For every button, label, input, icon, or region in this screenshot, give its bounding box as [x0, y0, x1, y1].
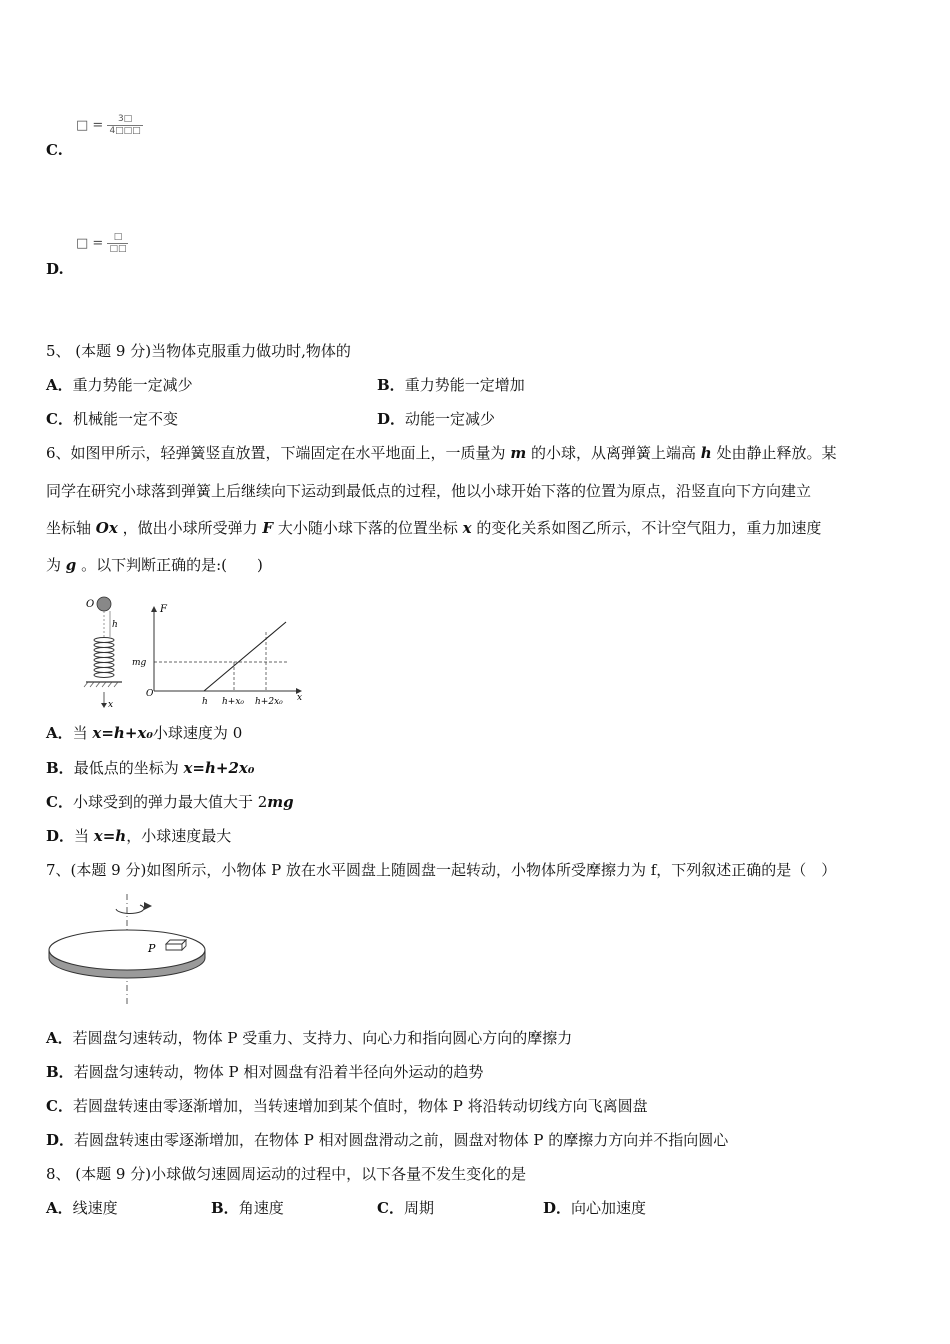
q6-fig-label-x-spring: x — [108, 700, 114, 710]
q6-var-x: x — [462, 519, 472, 537]
q6-option-a-math: x=h+x₀ — [92, 724, 153, 742]
q6-graph-label-f: F — [160, 604, 167, 615]
q6-option-c-label: C． — [46, 793, 73, 811]
q5-option-b-text: 重力势能一定增加 — [404, 376, 525, 394]
q8-option-a-text: 线速度 — [72, 1199, 118, 1217]
q6-stem-line-1 — [46, 443, 836, 463]
q4-option-d-formula — [76, 232, 128, 255]
q8-option-d-text: 向心加速度 — [571, 1199, 647, 1217]
q7-option-d-text: 若圆盘转速由零逐渐增加，在物体 P 相对圆盘滑动之前，圆盘对物体 P 的摩擦力方向并不指向圆心 — [74, 1131, 729, 1149]
q4-c-denominator: 4□□□ — [109, 126, 141, 136]
q7-option-c — [46, 1096, 648, 1116]
q8-option-a-label: A． — [46, 1199, 73, 1217]
q4-option-c-label: C. — [46, 141, 63, 159]
block-icon — [166, 940, 186, 950]
q6-option-d-label: D． — [46, 827, 75, 845]
q8-option-c — [377, 1198, 434, 1218]
q6-graph-label-mg: mg — [132, 658, 147, 668]
q6-stem-line-2: 同学在研究小球落到弹簧上后继续向下运动到最低点的过程，他以小球开始下落的位置为原点，沿竖直向下方向建立 — [46, 482, 812, 500]
q8-option-b — [211, 1198, 284, 1218]
q5-option-c-label: C． — [46, 410, 73, 428]
q6-line3-c: 大小随小球下落的位置坐标 — [277, 519, 458, 537]
q5-option-d-label: D． — [377, 410, 406, 428]
q7-option-c-label: C． — [46, 1097, 73, 1115]
q6-option-d-pre: 当 — [74, 827, 94, 845]
q6-option-a — [46, 723, 242, 743]
q7-option-b-text: 若圆盘匀速转动，物体 P 相对圆盘有沿着半径向外运动的趋势 — [73, 1063, 484, 1081]
q7-option-a — [46, 1028, 572, 1048]
q5-option-d — [377, 409, 495, 429]
q6-graph-label-x: x — [297, 693, 303, 703]
q5-option-c — [46, 409, 178, 429]
q4-option-d-label: D. — [46, 260, 64, 278]
q6-var-ox: Ox — [95, 519, 118, 537]
q6-option-d-post: ，小球速度最大 — [126, 827, 232, 845]
q6-graph-label-h-2x0: h+2x₀ — [255, 697, 283, 707]
q8-option-c-label: C． — [377, 1199, 404, 1217]
q7-option-d — [46, 1130, 728, 1150]
q6-fig-label-h-spring: h — [112, 620, 118, 630]
q5-option-c-text: 机械能一定不变 — [72, 410, 178, 428]
q6-option-d — [46, 826, 231, 846]
q7-option-a-label: A． — [46, 1029, 73, 1047]
q7-option-b — [46, 1062, 483, 1082]
q8-option-a — [46, 1198, 118, 1218]
q6-line1-c: 处由静止释放。某 — [716, 444, 837, 462]
q6-graph-label-o: O — [146, 689, 154, 699]
q6-graph-label-h-x0: h+x₀ — [222, 697, 245, 707]
q7-figure — [44, 892, 214, 1010]
q4-option-c-formula — [76, 114, 143, 137]
q6-option-c-pre: 小球受到的弹力最大值大于 2 — [72, 793, 268, 811]
q6-var-g: g — [65, 556, 77, 574]
q7-option-d-label: D． — [46, 1131, 75, 1149]
q5-option-a — [46, 375, 193, 395]
q6-var-f: F — [262, 519, 274, 537]
q6-stem-line-3 — [46, 518, 821, 538]
q6-line1-b: 的小球，从离弹簧上端高 — [530, 444, 696, 462]
q5-option-b-label: B． — [377, 376, 405, 394]
q5-option-d-text: 动能一定减少 — [405, 410, 496, 428]
q4-c-numerator: 3□ — [107, 114, 142, 126]
q6-option-b-pre: 最低点的坐标为 — [73, 759, 184, 777]
q8-stem: 8、 (本题 9 分)小球做匀速圆周运动的过程中，以下各量不发生变化的是 — [46, 1165, 527, 1183]
q6-option-a-post: 小球速度为 0 — [152, 724, 243, 742]
q6-figure — [74, 592, 314, 712]
q8-option-b-label: B． — [211, 1199, 239, 1217]
q6-option-b-math: x=h+2x₀ — [183, 759, 255, 777]
rotation-arrow-icon — [116, 905, 144, 913]
q5-stem: 5、 (本题 9 分)当物体克服重力做功时,物体的 — [46, 342, 351, 360]
q6-line1-a: 6、如图甲所示，轻弹簧竖直放置，下端固定在水平地面上，一质量为 — [46, 444, 506, 462]
q6-fig-label-o-ball: O — [86, 599, 95, 610]
q8-option-d — [543, 1198, 646, 1218]
q6-option-c — [46, 792, 294, 812]
q6-line4-a: 为 — [46, 556, 62, 574]
q6-line3-a: 坐标轴 — [46, 519, 92, 537]
arrow-down-icon — [101, 703, 107, 708]
q5-option-a-text: 重力势能一定减少 — [72, 376, 193, 394]
q6-option-a-label: A． — [46, 724, 73, 742]
q6-var-m: m — [510, 444, 527, 462]
q6-var-h: h — [700, 444, 712, 462]
rotation-arrowhead-icon — [144, 902, 152, 910]
q6-option-d-math: x=h — [93, 827, 127, 845]
q6-option-c-math: mg — [267, 793, 294, 811]
q6-graph-force-line — [204, 622, 286, 691]
q6-graph-label-h: h — [202, 697, 208, 707]
q8-option-c-text: 周期 — [403, 1199, 434, 1217]
q4-d-fraction — [107, 232, 128, 255]
q7-option-b-label: B． — [46, 1063, 74, 1081]
q5-option-a-label: A． — [46, 376, 73, 394]
q8-option-d-label: D． — [543, 1199, 572, 1217]
q6-line3-b: ，做出小球所受弹力 — [122, 519, 258, 537]
q4-d-formula-lhs: □ = — [76, 236, 104, 251]
q4-c-formula-lhs: □ = — [76, 118, 104, 133]
q6-option-b-label: B． — [46, 759, 74, 777]
ball-icon — [97, 597, 111, 611]
q8-option-b-text: 角速度 — [238, 1199, 284, 1217]
q6-line3-d: 的变化关系如图乙所示，不计空气阻力，重力加速度 — [476, 519, 822, 537]
q6-fig-ground-hatch — [84, 682, 118, 687]
q4-d-denominator: □□ — [109, 244, 127, 254]
q4-d-numerator: □ — [107, 232, 128, 244]
q4-c-fraction — [107, 114, 142, 137]
q7-option-a-text: 若圆盘匀速转动，物体 P 受重力、支持力、向心力和指向圆心方向的摩擦力 — [72, 1029, 573, 1047]
q7-stem: 7、(本题 9 分)如图所示，小物体 P 放在水平圆盘上随圆盘一起转动，小物体所受摩擦力为 f，下列叙述正确的是（ ） — [46, 861, 837, 879]
q7-option-c-text: 若圆盘转速由零逐渐增加，当转速增加到某个值时，物体 P 将沿转动切线方向飞离圆盘 — [72, 1097, 648, 1115]
spring-icon — [94, 638, 114, 678]
arrow-up-icon — [151, 606, 157, 612]
q5-option-b — [377, 375, 525, 395]
q7-fig-label-p: P — [148, 942, 156, 955]
q6-option-a-pre: 当 — [72, 724, 93, 742]
q6-line4-b: 。以下判断正确的是:( ) — [81, 556, 263, 574]
q6-option-b — [46, 758, 254, 778]
q6-stem-line-4 — [46, 555, 263, 575]
